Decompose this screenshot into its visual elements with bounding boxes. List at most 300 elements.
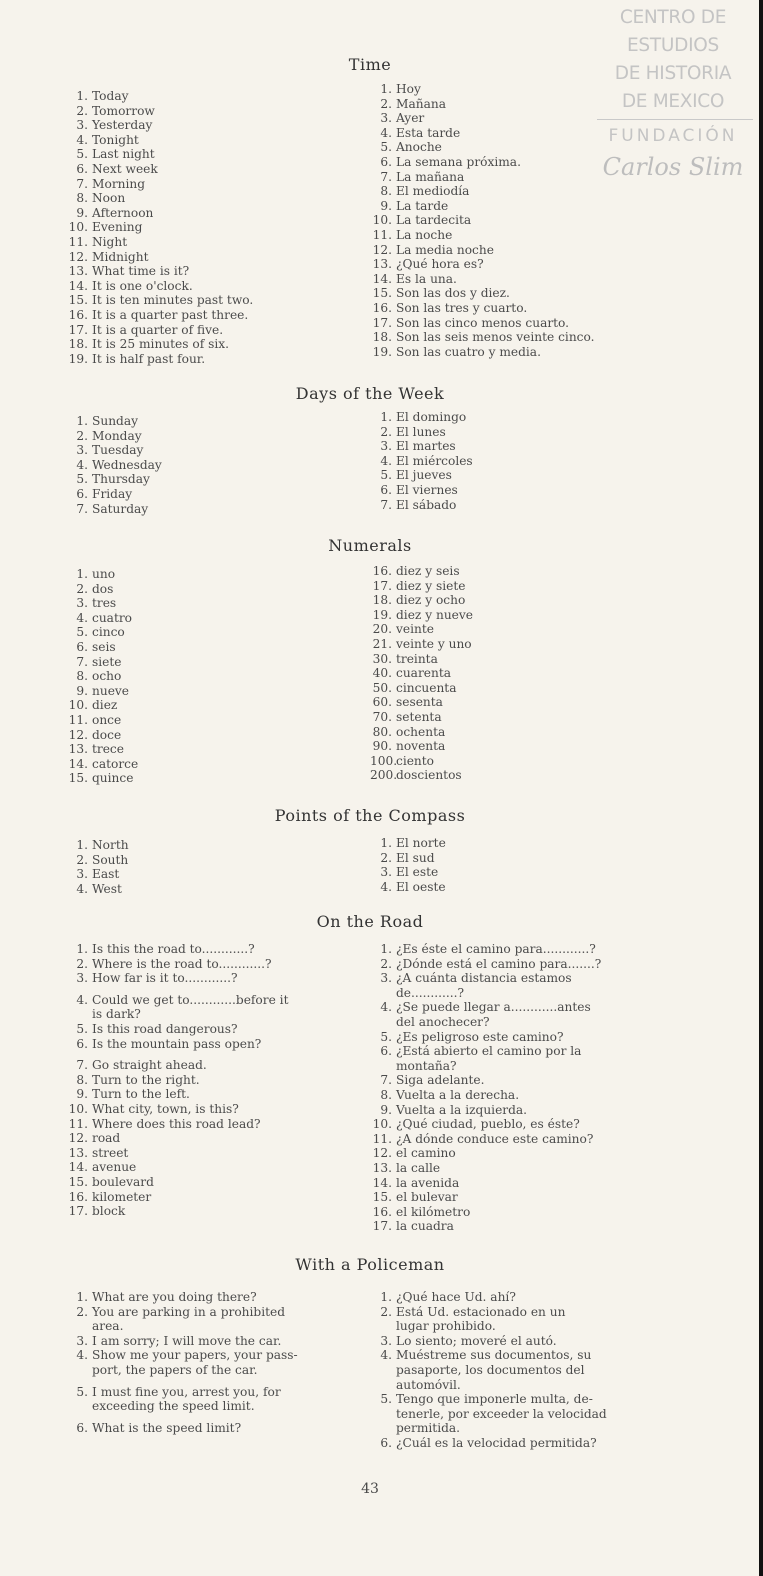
item-text: Is this the road to............? xyxy=(92,942,255,956)
list-item xyxy=(370,1088,670,1103)
list-item xyxy=(370,971,670,986)
item-number: 3. xyxy=(76,1333,88,1348)
item-text: Muéstreme sus documentos, su xyxy=(396,1348,592,1363)
item-text: cuarenta xyxy=(396,666,451,681)
item-number: 16. xyxy=(68,1189,88,1204)
item-number: 5. xyxy=(76,472,88,487)
list-item xyxy=(370,425,670,440)
item-number: 3. xyxy=(76,596,88,611)
item-text: trece xyxy=(92,742,124,757)
list-item xyxy=(66,323,366,338)
item-text: ¿A dónde conduce este camino? xyxy=(396,1131,594,1146)
list-item xyxy=(66,942,376,957)
item-text xyxy=(92,1051,376,1058)
item-text: El este xyxy=(396,865,439,880)
item-number: 10. xyxy=(68,1101,88,1116)
list-item xyxy=(370,836,670,851)
list-item xyxy=(370,272,670,287)
item-text: Tonight xyxy=(92,132,139,147)
item-text: Friday xyxy=(92,486,133,501)
list-item xyxy=(370,454,670,469)
item-text: ochenta xyxy=(396,724,446,739)
list-item xyxy=(66,1421,376,1436)
list-item xyxy=(66,1290,376,1305)
item-number: 8. xyxy=(380,1087,392,1102)
item-text: Wednesday xyxy=(92,457,162,472)
item-text: Lo siento; moveré el autó. xyxy=(396,1333,557,1348)
item-text: Son las cinco menos cuarto. xyxy=(396,315,570,330)
list-item xyxy=(66,293,366,308)
item-number: 1. xyxy=(380,410,392,424)
list-item xyxy=(66,742,366,757)
item-text: road xyxy=(92,1131,121,1146)
item-number: 1. xyxy=(76,1290,88,1304)
item-number: 4. xyxy=(380,453,392,468)
list-item xyxy=(66,206,366,221)
item-text: uno xyxy=(92,567,116,581)
item-number: 5. xyxy=(380,1392,392,1407)
item-number: 200. xyxy=(370,768,398,783)
section-title-days: Days of the Week xyxy=(295,384,445,403)
item-text: Mañana xyxy=(396,96,446,111)
item-text: Where is the road to............? xyxy=(92,956,272,971)
list-item xyxy=(370,768,670,783)
item-number: 4. xyxy=(76,881,88,896)
list-item xyxy=(370,564,670,579)
item-number: 1. xyxy=(380,836,392,850)
list-item xyxy=(66,771,366,786)
item-number: 5. xyxy=(76,147,88,162)
item-text xyxy=(92,986,376,993)
item-number: 10. xyxy=(372,1117,392,1132)
list-item xyxy=(66,882,366,897)
item-text: ¿Qué ciudad, pueblo, es éste? xyxy=(396,1117,580,1132)
item-number xyxy=(370,1363,396,1378)
list-item xyxy=(370,1392,670,1407)
road-spanish-list xyxy=(370,942,670,1234)
watermark-line: DE MEXICO xyxy=(621,91,725,112)
list-item xyxy=(66,1175,376,1190)
item-number xyxy=(66,1319,92,1334)
item-number: 5. xyxy=(76,625,88,640)
item-text: siete xyxy=(92,654,122,669)
item-number: 15. xyxy=(68,1174,88,1189)
item-text: once xyxy=(92,712,122,727)
item-text: exceeding the speed limit. xyxy=(92,1399,255,1414)
list-item xyxy=(370,1305,670,1320)
item-number: 6. xyxy=(76,161,88,176)
item-text: noventa xyxy=(396,739,446,754)
item-number xyxy=(370,1319,396,1334)
list-item xyxy=(370,498,670,513)
days-spanish-list xyxy=(370,410,670,512)
item-number: 14. xyxy=(68,1160,88,1175)
item-text: Is the mountain pass open? xyxy=(92,1036,262,1051)
list-item xyxy=(370,1219,670,1234)
list-item xyxy=(66,971,376,986)
list-item xyxy=(66,308,366,323)
item-text: doscientos xyxy=(396,768,462,783)
item-text: What time is it? xyxy=(92,264,190,279)
list-item xyxy=(370,1319,670,1334)
item-text: It is 25 minutes of six. xyxy=(92,337,230,352)
item-number xyxy=(370,1015,396,1030)
list-item xyxy=(370,681,670,696)
item-text: Yesterday xyxy=(92,118,153,133)
list-item xyxy=(66,133,366,148)
list-item xyxy=(66,177,366,192)
list-item xyxy=(66,957,376,972)
item-number: 7. xyxy=(380,497,392,512)
item-number: 17. xyxy=(372,578,392,593)
item-number: 7. xyxy=(380,169,392,184)
list-item xyxy=(370,439,670,454)
list-item xyxy=(370,1176,670,1191)
item-text: tres xyxy=(92,596,117,611)
item-text: Is this road dangerous? xyxy=(92,1021,238,1036)
list-item xyxy=(66,352,366,367)
item-number: 16. xyxy=(372,564,392,578)
list-item xyxy=(66,1363,376,1378)
item-text: It is a quarter past three. xyxy=(92,307,249,322)
item-number: 15. xyxy=(372,286,392,301)
list-item xyxy=(66,414,366,429)
item-text: la calle xyxy=(396,1160,441,1175)
list-item xyxy=(370,1348,670,1363)
item-number: 2. xyxy=(380,1304,392,1319)
item-text: El mediodía xyxy=(396,184,470,199)
time-spanish-list xyxy=(370,82,670,359)
list-item xyxy=(370,97,670,112)
item-text: Night xyxy=(92,234,128,249)
item-text: Midnight xyxy=(92,249,149,264)
list-item xyxy=(66,235,366,250)
list-item xyxy=(66,147,366,162)
item-text: el kilómetro xyxy=(396,1204,471,1219)
item-text: Tuesday xyxy=(92,443,144,458)
item-text: Go straight ahead. xyxy=(92,1058,207,1073)
item-text: El lunes xyxy=(396,424,446,439)
item-number: 15. xyxy=(372,1190,392,1205)
list-item xyxy=(66,757,366,772)
item-text: Son las cuatro y media. xyxy=(396,344,541,359)
list-item xyxy=(370,1290,670,1305)
item-number: 1. xyxy=(380,942,392,956)
item-text: Show me your papers, your pass- xyxy=(92,1348,298,1363)
item-number: 3. xyxy=(380,1333,392,1348)
item-text: Next week xyxy=(92,161,158,176)
list-item xyxy=(66,1051,376,1058)
item-text: del anochecer? xyxy=(396,1014,490,1029)
item-number xyxy=(66,1363,92,1378)
list-item xyxy=(66,279,366,294)
item-text: diez y ocho xyxy=(396,593,466,608)
list-item xyxy=(66,1399,376,1414)
list-item xyxy=(370,1117,670,1132)
item-number: 3. xyxy=(380,111,392,126)
list-item xyxy=(66,1348,376,1363)
item-number: 2. xyxy=(380,956,392,971)
item-text: Son las dos y diez. xyxy=(396,286,510,301)
list-item xyxy=(66,1319,376,1334)
item-text: El norte xyxy=(396,836,446,850)
item-number: 14. xyxy=(68,278,88,293)
list-item xyxy=(66,853,366,868)
item-text: El martes xyxy=(396,439,456,454)
item-text: street xyxy=(92,1145,129,1160)
item-text: Tomorrow xyxy=(92,103,155,118)
item-text: block xyxy=(92,1204,126,1219)
list-item xyxy=(370,140,670,155)
list-item xyxy=(370,1161,670,1176)
list-item xyxy=(370,111,670,126)
list-item xyxy=(66,162,366,177)
item-number: 2. xyxy=(76,956,88,971)
list-item xyxy=(66,582,366,597)
watermark-foundation: FUNDACIÓN xyxy=(608,126,738,146)
list-item xyxy=(66,1146,376,1161)
list-item xyxy=(370,652,670,667)
item-number: 9. xyxy=(380,198,392,213)
item-number: 3. xyxy=(380,971,392,986)
item-text: Last night xyxy=(92,147,155,162)
item-number: 4. xyxy=(76,992,88,1007)
item-number: 14. xyxy=(372,271,392,286)
item-number: 11. xyxy=(68,234,88,249)
item-number: 8. xyxy=(76,669,88,684)
item-number: 19. xyxy=(372,344,392,359)
list-item xyxy=(370,1407,670,1422)
item-text: Saturday xyxy=(92,501,149,516)
item-text: Tengo que imponerle multa, de- xyxy=(396,1392,593,1407)
section-title-road: On the Road xyxy=(316,912,424,931)
item-number: 1. xyxy=(76,838,88,852)
item-number: 4. xyxy=(76,457,88,472)
item-text: Sunday xyxy=(92,414,139,428)
item-number: 19. xyxy=(372,607,392,622)
item-number: 6. xyxy=(380,154,392,169)
item-number: 50. xyxy=(372,680,392,695)
section-title-compass: Points of the Compass xyxy=(274,806,466,825)
list-item xyxy=(370,957,670,972)
item-text: lugar prohibido. xyxy=(396,1319,496,1334)
list-item xyxy=(370,213,670,228)
item-number: 14. xyxy=(372,1175,392,1190)
list-item xyxy=(370,666,670,681)
list-item xyxy=(370,82,670,97)
item-number: 4. xyxy=(76,132,88,147)
list-item xyxy=(66,118,366,133)
list-item xyxy=(370,1044,670,1059)
watermark-signature: Carlos Slim xyxy=(602,153,744,181)
item-text: diez y nueve xyxy=(396,607,473,622)
item-text: cinco xyxy=(92,625,125,640)
list-item xyxy=(66,89,366,104)
item-number: 3. xyxy=(76,443,88,458)
item-number xyxy=(66,1414,92,1421)
item-number: 2. xyxy=(380,850,392,865)
item-number: 40. xyxy=(372,666,392,681)
item-number xyxy=(370,1407,396,1422)
list-item xyxy=(370,1132,670,1147)
item-number: 10. xyxy=(372,213,392,228)
item-number: 6. xyxy=(76,486,88,501)
item-text: La tardecita xyxy=(396,213,472,228)
list-item xyxy=(370,739,670,754)
item-number: 8. xyxy=(76,1072,88,1087)
list-item xyxy=(66,250,366,265)
item-number: 4. xyxy=(380,879,392,894)
list-item xyxy=(370,155,670,170)
item-number xyxy=(66,1378,92,1385)
item-text: It is ten minutes past two. xyxy=(92,293,254,308)
item-number: 6. xyxy=(76,1036,88,1051)
item-text: How far is it to............? xyxy=(92,971,238,986)
item-text: pasaporte, los documentos del xyxy=(396,1362,585,1377)
item-text: El jueves xyxy=(396,468,452,483)
item-text: Where does this road lead? xyxy=(92,1116,261,1131)
item-number: 6. xyxy=(380,482,392,497)
item-text: La noche xyxy=(396,227,453,242)
item-number: 19. xyxy=(68,351,88,366)
page-number: 43 xyxy=(361,1481,379,1497)
item-text: ¿Es peligroso este camino? xyxy=(396,1029,564,1044)
list-item xyxy=(66,264,366,279)
item-text: Es la una. xyxy=(396,271,457,286)
list-item xyxy=(370,243,670,258)
item-text xyxy=(92,1414,376,1421)
item-text: Anoche xyxy=(396,140,442,155)
item-text xyxy=(92,1378,376,1385)
item-text: Could we get to............before it xyxy=(92,992,289,1007)
item-text: kilometer xyxy=(92,1189,152,1204)
item-text: de............? xyxy=(396,985,465,1000)
item-text: South xyxy=(92,852,129,867)
list-item xyxy=(370,286,670,301)
item-number: 6. xyxy=(380,1044,392,1059)
list-item xyxy=(370,880,670,895)
section-title-numerals: Numerals xyxy=(328,536,412,555)
list-item xyxy=(66,472,366,487)
item-number: 2. xyxy=(380,96,392,111)
compass-spanish-list xyxy=(370,836,670,894)
item-text: tenerle, por exceeder la velocidad xyxy=(396,1406,607,1421)
list-item xyxy=(66,640,366,655)
item-number: 16. xyxy=(68,307,88,322)
item-text: El sud xyxy=(396,850,435,865)
list-item xyxy=(66,713,366,728)
item-number: 17. xyxy=(372,1219,392,1234)
list-item xyxy=(66,567,366,582)
list-item xyxy=(66,1160,376,1175)
item-number: 12. xyxy=(68,727,88,742)
item-number: 12. xyxy=(68,249,88,264)
item-number: 5. xyxy=(380,468,392,483)
item-text: diez y seis xyxy=(396,564,460,578)
list-item xyxy=(370,1334,670,1349)
item-number: 5. xyxy=(76,1021,88,1036)
item-text: catorce xyxy=(92,756,139,771)
item-text: I must fine you, arrest you, for xyxy=(92,1384,281,1399)
list-item xyxy=(66,337,366,352)
item-number: 2. xyxy=(76,428,88,443)
item-text: La semana próxima. xyxy=(396,154,521,169)
item-text: La mañana xyxy=(396,169,465,184)
item-text: diez xyxy=(92,698,118,713)
item-text: Está Ud. estacionado en un xyxy=(396,1304,566,1319)
item-text: is dark? xyxy=(92,1007,141,1022)
time-english-list xyxy=(66,89,366,366)
list-item xyxy=(370,593,670,608)
item-number: 70. xyxy=(372,709,392,724)
item-text: nueve xyxy=(92,683,130,698)
item-number: 7. xyxy=(76,501,88,516)
item-text: Vuelta a la izquierda. xyxy=(396,1102,528,1117)
item-number: 90. xyxy=(372,739,392,754)
list-item xyxy=(370,1421,670,1436)
item-number: 11. xyxy=(372,1131,392,1146)
item-number: 5. xyxy=(380,140,392,155)
item-text: seis xyxy=(92,639,116,654)
item-number: 17. xyxy=(68,322,88,337)
list-item xyxy=(66,1414,376,1421)
item-number: 20. xyxy=(372,622,392,637)
item-text: ciento xyxy=(396,753,435,768)
item-text: What is the speed limit? xyxy=(92,1420,242,1435)
item-text: El oeste xyxy=(396,879,446,894)
item-text: El viernes xyxy=(396,482,458,497)
item-text: ¿Qué hora es? xyxy=(396,257,484,272)
item-text: What are you doing there? xyxy=(92,1290,257,1304)
item-number: 21. xyxy=(372,636,392,651)
item-number: 4. xyxy=(380,1348,392,1363)
item-number: 100. xyxy=(370,753,398,768)
list-item xyxy=(66,1058,376,1073)
item-text: Ayer xyxy=(396,111,425,126)
item-text: el bulevar xyxy=(396,1190,458,1205)
item-text: diez y siete xyxy=(396,578,466,593)
list-item xyxy=(66,867,366,882)
item-text: West xyxy=(92,881,122,896)
list-item xyxy=(66,838,366,853)
list-item xyxy=(66,986,376,993)
item-number: 3. xyxy=(76,867,88,882)
item-number: 16. xyxy=(372,1204,392,1219)
item-number: 11. xyxy=(68,712,88,727)
days-english-list xyxy=(66,414,366,516)
item-text: cuatro xyxy=(92,610,133,625)
item-number: 8. xyxy=(380,184,392,199)
list-item xyxy=(370,1000,670,1015)
item-text: port, the papers of the car. xyxy=(92,1362,258,1377)
list-item xyxy=(66,1204,376,1219)
item-number: 4. xyxy=(380,1000,392,1015)
list-item xyxy=(66,458,366,473)
list-item xyxy=(370,1205,670,1220)
watermark-line: CENTRO DE xyxy=(619,7,727,28)
item-text: cincuenta xyxy=(396,680,457,695)
item-number: 11. xyxy=(68,1116,88,1131)
list-item xyxy=(370,986,670,1001)
list-item xyxy=(66,487,366,502)
item-number: 1. xyxy=(380,1290,392,1304)
list-item xyxy=(370,637,670,652)
item-text: It is one o'clock. xyxy=(92,278,193,293)
item-number: 7. xyxy=(76,176,88,191)
list-item xyxy=(66,596,366,611)
list-item xyxy=(370,851,670,866)
item-number: 9. xyxy=(76,683,88,698)
